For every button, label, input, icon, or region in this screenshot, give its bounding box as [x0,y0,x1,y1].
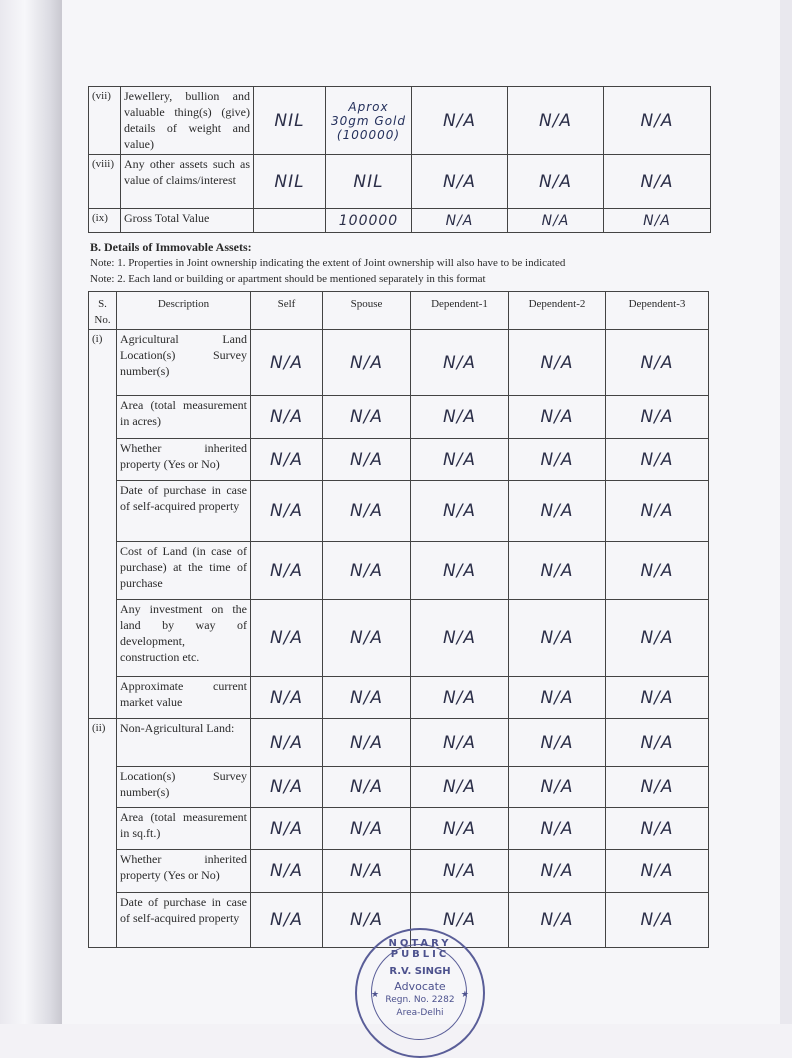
spouse-value: N/A [323,767,411,808]
dependent3-value: N/A [606,719,709,767]
table-row [89,600,709,677]
dependent2-value: N/A [509,330,606,396]
header-description: Description [117,292,251,330]
spouse-value: Aprox 30gm Gold (100000) [326,87,412,155]
dependent1-value: N/A [411,542,509,600]
dependent1-value: N/A [411,439,509,481]
self-value: N/A [251,677,323,719]
dependent2-value: N/A [509,439,606,481]
self-value: N/A [251,893,323,948]
row-description: Area (total measurement in acres) [117,396,251,439]
star-icon: ★ [371,990,380,1000]
note-1: Note: 1. Properties in Joint ownership indicating the extent of Joint ownership will also have to be indicated [90,257,566,269]
dependent1-value: N/A [411,767,509,808]
section-b-title: B. Details of Immovable Assets: [90,240,252,254]
row-description: Cost of Land (in case of purchase) at the time of purchase [117,542,251,600]
table-row [89,808,709,850]
dependent1-value: N/A [411,719,509,767]
row-description: Any other assets such as value of claims/interest [121,155,254,209]
dependent3-value: N/A [606,330,709,396]
row-description: Location(s) Survey number(s) [117,767,251,808]
spouse-value: N/A [323,808,411,850]
table-row [89,155,711,209]
dependent3-value: N/A [606,850,709,893]
header-dependent-1: Dependent-1 [411,292,509,330]
table-row [89,439,709,481]
dependent1-value: N/A [412,155,508,209]
row-number: (vii) [89,87,121,155]
stamp-regn: Regn. No. 2282 [385,995,455,1005]
table-row [89,542,709,600]
dependent2-value: N/A [509,719,606,767]
table-row [89,481,709,542]
dependent3-value: N/A [606,600,709,677]
table-row [89,850,709,893]
dependent2-value: N/A [509,850,606,893]
notary-stamp [355,928,485,1058]
dependent2-value: N/A [508,155,604,209]
immovable-assets-table [88,291,709,948]
spouse-value: N/A [323,542,411,600]
spouse-value: N/A [323,893,411,948]
dependent2-value: N/A [509,542,606,600]
row-description: Date of purchase in case of self-acquired property [117,893,251,948]
spouse-value: 100000 [326,209,412,233]
table-row [89,209,711,233]
header-spouse: Spouse [323,292,411,330]
note-2: Note: 2. Each land or building or apartment should be mentioned separately in this format [90,273,486,285]
table-row [89,719,709,767]
dependent2-value: N/A [509,396,606,439]
spouse-value: NIL [326,155,412,209]
spouse-value: N/A [323,850,411,893]
table-row [89,677,709,719]
row-number: (ix) [89,209,121,233]
dependent1-value: N/A [411,396,509,439]
row-description: Whether inherited property (Yes or No) [117,850,251,893]
row-number: (viii) [89,155,121,209]
dependent3-value: N/A [606,677,709,719]
row-description: Date of purchase in case of self-acquired property [117,481,251,542]
row-number: (i) [89,330,117,719]
row-description: Gross Total Value [121,209,254,233]
header-row [89,292,709,330]
row-description: Non-Agricultural Land: [117,719,251,767]
dependent3-value: N/A [604,155,711,209]
dependent1-value: N/A [411,481,509,542]
dependent3-value: N/A [604,209,711,233]
stamp-name: R.V. SINGH [389,966,451,977]
row-description: Jewellery, bullion and valuable thing(s) (give) details of weight and value) [121,87,254,155]
spouse-value: N/A [323,719,411,767]
dependent1-value: N/A [411,808,509,850]
dependent1-value: N/A [411,600,509,677]
dependent1-value: N/A [411,893,509,948]
row-description: Area (total measurement in sq.ft.) [117,808,251,850]
row-description: Agricultural Land Location(s) Survey number(s) [117,330,251,396]
dependent2-value: N/A [508,87,604,155]
header-dependent-3: Dependent-3 [606,292,709,330]
dependent3-value: N/A [606,481,709,542]
spouse-value: N/A [323,677,411,719]
dependent3-value: N/A [606,439,709,481]
stamp-ring-text: NOTARY PUBLIC [388,938,452,960]
self-value: N/A [251,396,323,439]
dependent2-value: N/A [509,481,606,542]
dependent3-value: N/A [606,396,709,439]
dependent3-value: N/A [606,893,709,948]
page-edge [780,0,792,1024]
dependent2-value: N/A [509,600,606,677]
header-dependent-2: Dependent-2 [509,292,606,330]
dependent3-value: N/A [604,87,711,155]
spouse-value: N/A [323,439,411,481]
dependent1-value: N/A [411,677,509,719]
self-value: N/A [251,481,323,542]
dependent2-value: N/A [509,893,606,948]
spouse-value: N/A [323,600,411,677]
self-value: NIL [254,155,326,209]
header-sno: S. No. [89,292,117,330]
dependent2-value: N/A [508,209,604,233]
dependent3-value: N/A [606,767,709,808]
table-body [89,330,709,948]
self-value: NIL [254,87,326,155]
stamp-area: Area-Delhi [396,1008,444,1018]
dependent2-value: N/A [509,767,606,808]
self-value: N/A [251,719,323,767]
dependent1-value: N/A [412,209,508,233]
row-description: Approximate current market value [117,677,251,719]
self-value: N/A [251,600,323,677]
spouse-value: N/A [323,396,411,439]
table-row [89,396,709,439]
dependent1-value: N/A [411,330,509,396]
self-value: N/A [251,850,323,893]
table-row [89,87,711,155]
dependent3-value: N/A [606,542,709,600]
dependent2-value: N/A [509,808,606,850]
row-description: Whether inherited property (Yes or No) [117,439,251,481]
dependent3-value: N/A [606,808,709,850]
dependent2-value: N/A [509,677,606,719]
self-value: N/A [251,542,323,600]
self-value: N/A [251,767,323,808]
star-icon: ★ [460,990,469,1000]
movable-assets-table [88,86,711,233]
self-value: N/A [251,439,323,481]
table-row [89,767,709,808]
table-row [89,330,709,396]
dependent1-value: N/A [412,87,508,155]
self-value [254,209,326,233]
row-number: (ii) [89,719,117,948]
self-value: N/A [251,330,323,396]
header-self: Self [251,292,323,330]
book-binding [0,0,63,1024]
spouse-value: N/A [323,330,411,396]
stamp-title: Advocate [394,980,446,993]
spouse-value: N/A [323,481,411,542]
dependent1-value: N/A [411,850,509,893]
row-description: Any investment on the land by way of development, construction etc. [117,600,251,677]
self-value: N/A [251,808,323,850]
